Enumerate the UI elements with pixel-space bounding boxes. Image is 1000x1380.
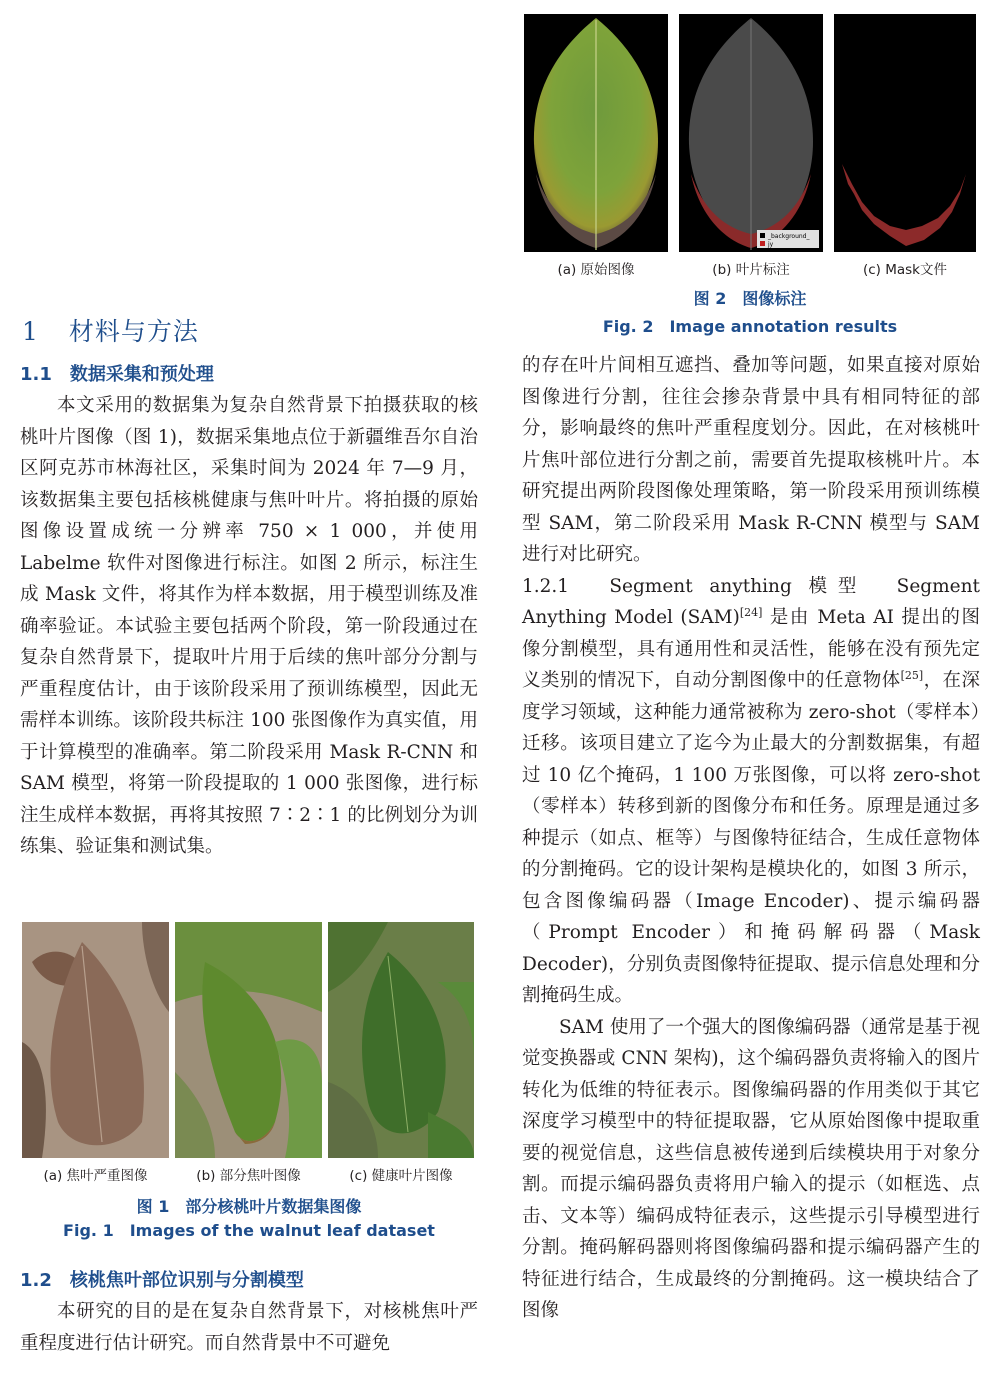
left-column-top (20, 360, 478, 863)
fig2-sub-b: (b) 叶片标注 (712, 262, 790, 278)
heading-number: 1.1 (20, 364, 52, 385)
section-title-text: 材料与方法 (68, 317, 199, 346)
figure-2 (524, 14, 976, 284)
sam-text-c: ，在深度学习领域，这种能力通常被称为 zero-shot（零样本）迁移。该项目建立了迄今为止最大的分割数据集，有超过 10 亿个掩码，1 100 万张图像，可以将 zero-shot（零样本）转移到新的图像分布和任务。原理是通过多种提示（如点、框等）与图像特征结合，生成任意物体的分割掩码。它的设计架构是模块化的，如图 3 所示，包含图像编码器（Image Encoder)、提示编码器（Prompt Encoder）和掩码解码器（Mask Decoder)，分别负责图像特征提取、提示信息处理和分割掩码生成。 (522, 670, 980, 1006)
heading-text: 核桃焦叶部位识别与分割模型 (69, 1270, 304, 1291)
paragraph-1-2-continued: 的存在叶片间相互遮挡、叠加等问题，如果直接对原始图像进行分割，往往会掺杂背景中具有相同特征的部分，影响最终的焦叶严重程度划分。因此，在对核桃叶片焦叶部位进行分割之前，需要首先提取核桃叶片。本研究提出两阶段图像处理策略，第一阶段采用预训练模型 SAM，第二阶段采用 Mask R-CNN 模型与 SAM 进行对比研究。 (522, 355, 980, 565)
paragraph-sam-encoder: SAM 使用了一个强大的图像编码器（通常是基于视觉变换器或 CNN 架构)，这个编码器负责将输入的图片转化为低维的特征表示。图像编码器的作用类似于其它深度学习模型中的特征提取器，它从原始图像中提取重要的视觉信息，这些信息被传递到后续模块用于对象分割。而提示编码器负责将用户输入的提示（如框选、点击、文本等）编码成特征表示，这些提示引导模型进行分割。掩码解码器则将图像编码器和提示编码器产生的特征进行结合，生成最终的分割掩码。这一模块结合了图像 (522, 1016, 980, 1321)
fig1-sub-b: (b) 部分焦叶图像 (196, 1168, 301, 1184)
heading-text: 数据采集和预处理 (69, 364, 214, 385)
fig2-caption-en: Fig. 2 Image annotation results (602, 317, 898, 336)
subsection-1-2-heading (20, 1266, 478, 1296)
fig1-severe-leaf-image (22, 922, 169, 1158)
citation-24[interactable]: [24] (739, 605, 763, 619)
fig2-sub-c: (c) Mask文件 (862, 262, 948, 278)
fig1-caption-en: Fig. 1 Images of the walnut leaf dataset (63, 1221, 435, 1240)
fig1-caption-cn: 图 1 部分核桃叶片数据集图像 (136, 1197, 362, 1216)
right-column (522, 350, 980, 1327)
sam-text-a: Segment Anything Model (SAM) (522, 575, 980, 628)
paragraph-1-2-start: 本研究的目的是在复杂自然背景下，对核桃焦叶严重程度进行估计研究。而自然背景中不可避免 (20, 1301, 478, 1354)
fig1-sub-c: (c) 健康叶片图像 (349, 1168, 453, 1184)
fig2-annotated-image (679, 14, 823, 252)
figure-1 (22, 922, 474, 1190)
paragraph-data-collection: 本文采用的数据集为复杂自然背景下拍摄获取的核桃叶片图像（图 1)，数据采集地点位于新疆维吾尔自治区阿克苏市林海社区，采集时间为 2024 年 7—9 月，该数据集主要包括核桃健康与焦叶叶片。将拍摄的原始图像设置成统一分辨率 750 × 1 000，并使用 Labelme 软件对图像进行标注。如图 2 所示，标注生成 Mask 文件，将其作为样本数据，用于模型训练及准确率验证。本试验主要包括两个阶段，第一阶段通过在复杂自然背景下，提取叶片用于后续的焦叶部分分割与严重程度估计，由于该阶段采用了预训练模型，因此无需样本训练。该阶段共标注 100 张图像作为真实值，用于计算模型的准确率。第二阶段采用 Mask R-CNN 和 SAM 模型，将第一阶段提取的 1 000 张图像，进行标注生成样本数据，再将其按照 7∶2∶1 的比例划分为训练集、验证集和测试集。 (20, 395, 478, 857)
legend-background-label: _background_ (768, 233, 810, 240)
subsection-1-2-1-heading: 1.2.1 Segment anything 模型 (522, 575, 868, 597)
paragraph-1-2-1 (522, 571, 980, 1012)
fig2-mask-image (834, 14, 976, 252)
citation-25[interactable]: [25] (900, 668, 924, 682)
fig2-sub-a: (a) 原始图像 (557, 262, 635, 278)
legend-jy-label: jy (768, 241, 774, 248)
fig2-original-image (524, 14, 668, 252)
fig1-healthy-leaf-image (328, 922, 474, 1158)
fig1-partial-scorch-leaf-image (175, 922, 322, 1158)
heading-number: 1.2 (20, 1270, 52, 1291)
left-column-bottom (20, 1266, 478, 1359)
fig1-sub-a: (a) 焦叶严重图像 (43, 1168, 148, 1184)
fig2-caption-cn: 图 2 图像标注 (693, 289, 807, 308)
section-title (22, 312, 199, 348)
section-number: 1 (22, 317, 39, 346)
subsection-1-1-heading (20, 360, 478, 390)
sam-text-b: 是由 Meta AI 提出的图像分割模型，具有通用性和灵活性，能够在没有预先定义类别的情况下，自动分割图像中的任意物体 (522, 607, 980, 691)
